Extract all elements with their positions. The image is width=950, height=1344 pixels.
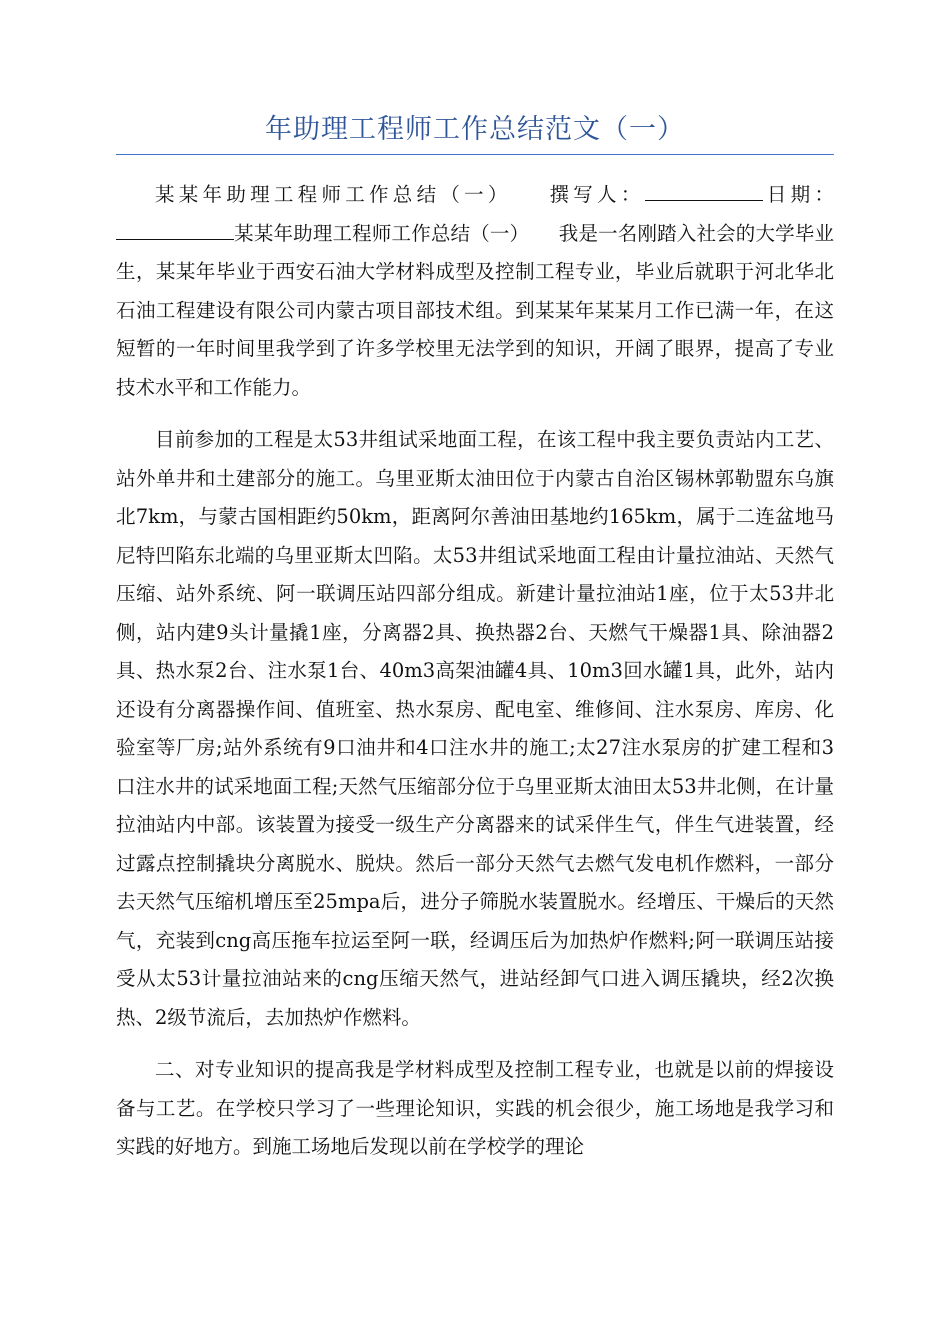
title-underline xyxy=(116,154,834,155)
author-label: 撰写人： xyxy=(549,183,645,206)
document-body xyxy=(116,176,834,1181)
intro-paragraph xyxy=(116,176,834,407)
date-label: 日期： xyxy=(762,183,834,206)
body-paragraph: 二、对专业知识的提高我是学材料成型及控制工程专业，也就是以前的焊接设备与工艺。在学校只学习了一些理论知识，实践的机会很少，施工场地是我学习和实践的好地方。到施工场地后发现以前在学校学的理论 xyxy=(116,1058,834,1158)
intro-body: 某某年助理工程师工作总结（一） 我是一名刚踏入社会的大学毕业生，某某年毕业于西安石油大学材料成型及控制工程专业，毕业后就职于河北华北石油工程建设有限公司内蒙古项目部技术组。到某某年某某月工作已满一年，在这短暂的一年时间里我学到了许多学校里无法学到的知识，开阔了眼界，提高了专业技术水平和工作能力。 xyxy=(116,221,834,399)
author-blank xyxy=(645,181,763,202)
date-blank xyxy=(116,219,234,240)
document-title: 年助理工程师工作总结范文（一） xyxy=(265,114,685,145)
body-paragraph: 目前参加的工程是太53井组试采地面工程，在该工程中我主要负责站内工艺、站外单井和土建部分的施工。乌里亚斯太油田位于内蒙古自治区锡林郭勒盟东乌旗北7km，与蒙古国相距约50km，距离阿尔善油田基地约165km，属于二连盆地马尼特凹陷东北端的乌里亚斯太凹陷。太53井组试采地面工程由计量拉油站、天然气压缩、站外系统、阿一联调压站四部分组成。新建计量拉油站1座，位于太53井北侧，站内建9头计量撬1座，分离器2具、换热器2台、天燃气干燥器1具、除油器2具、热水泵2台、注水泵1台、40m3高架油罐4具、10m3回水罐1具，此外，站内还设有分离器操作间、值班室、热水泵房、配电室、维修间、注水泵房、库房、化验室等厂房;站外系统有9口油井和4口注水井的施工;太27注水泵房的扩建工程和3口注水井的试采地面工程;天然气压缩部分位于乌里亚斯太油田太53井北侧，在计量拉油站内中部。该装置为接受一级生产分离器来的试采伴生气，伴生气进装置，经过露点控制撬块分离脱水、脱炔。然后一部分天然气去燃气发电机作燃料，一部分去天然气压缩机增压至25mpa后，进分子筛脱水装置脱水。经增压、干燥后的天然气，充装到cng高压拖车拉运至阿一联，经调压后为加热炉作燃料;阿一联调压站接受从太53计量拉油站来的cng压缩天然气，进站经卸气口进入调压撬块，经2次换热、2级节流后，去加热炉作燃料。 xyxy=(116,428,834,1029)
intro-heading: 某某年助理工程师工作总结（一） xyxy=(155,183,502,206)
